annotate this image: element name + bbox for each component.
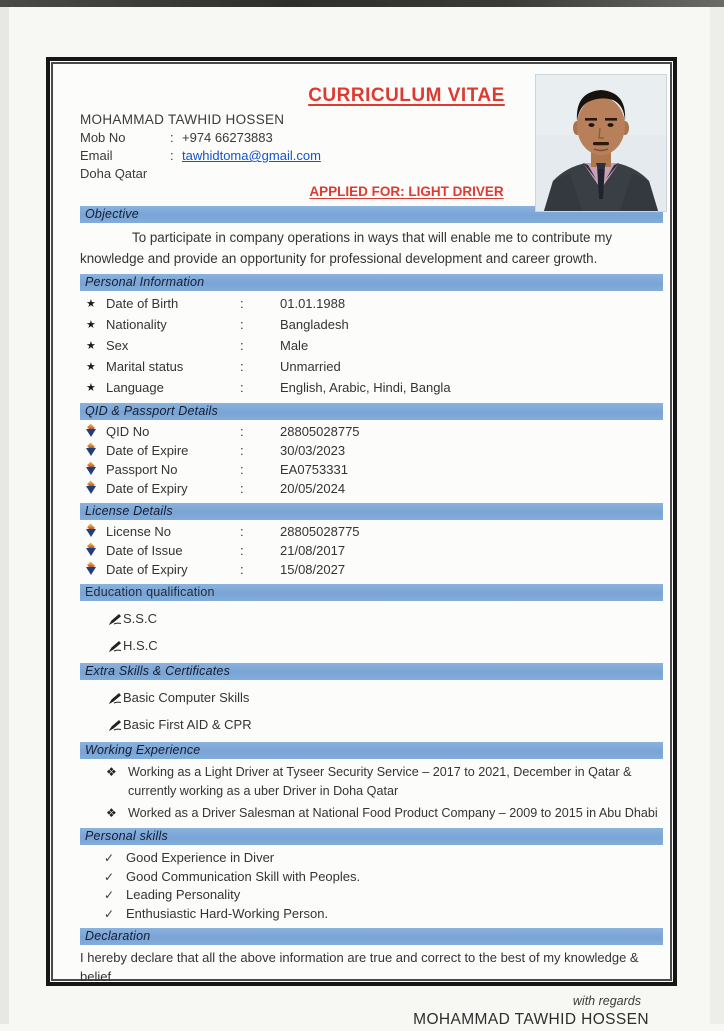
list-item bbox=[80, 804, 663, 823]
table-row bbox=[80, 335, 663, 356]
row-value: English, Arabic, Hindi, Bangla bbox=[280, 380, 451, 395]
email-label: Email bbox=[80, 148, 113, 163]
skill-label: Good Experience in Diver bbox=[126, 850, 275, 865]
page-title: CURRICULUM VITAE bbox=[308, 85, 505, 106]
colon-separator: : bbox=[240, 424, 244, 439]
list-item bbox=[80, 636, 663, 656]
star-icon bbox=[80, 293, 106, 314]
list-item bbox=[80, 849, 663, 868]
regards-text: with regards bbox=[572, 994, 641, 1008]
section-header-personal-information: Personal Information bbox=[80, 274, 663, 291]
extra-skill-label: Basic First AID & CPR bbox=[123, 717, 252, 732]
pin-icon bbox=[86, 525, 96, 537]
row-value: 20/05/2024 bbox=[280, 481, 346, 496]
section-header-declaration: Declaration bbox=[80, 928, 663, 945]
extra-skill-label: Basic Computer Skills bbox=[123, 690, 250, 705]
signature-name: MOHAMMAD TAWHID HOSSEN bbox=[413, 1011, 649, 1028]
personal-skills-list bbox=[80, 849, 663, 923]
cv-page bbox=[46, 57, 677, 1028]
pin-icon bbox=[86, 563, 96, 575]
scanner-edge-top bbox=[0, 0, 724, 7]
row-label: Date of Expiry bbox=[106, 481, 188, 496]
scanner-edge-left bbox=[0, 7, 9, 1024]
colon-separator: : bbox=[170, 148, 174, 163]
row-label: Date of Expiry bbox=[106, 562, 188, 577]
pen-icon bbox=[108, 613, 122, 626]
colon-separator: : bbox=[240, 462, 244, 477]
mobile-label: Mob No bbox=[80, 130, 126, 145]
diamond-icon bbox=[106, 763, 128, 801]
list-item bbox=[80, 688, 663, 708]
list-item bbox=[80, 763, 663, 801]
education-item-label: S.S.C bbox=[123, 611, 157, 626]
colon-separator: : bbox=[240, 543, 244, 558]
diamond-icon bbox=[106, 804, 128, 823]
table-row bbox=[80, 293, 663, 314]
row-label: Marital status bbox=[106, 359, 184, 374]
email-link[interactable]: tawhidtoma@gmail.com bbox=[182, 148, 321, 163]
check-icon bbox=[104, 886, 126, 905]
mobile-value: +974 66273883 bbox=[182, 130, 273, 145]
education-list bbox=[80, 609, 663, 656]
objective-text: To participate in company operations in ways that will enable me to contribute my knowledge and provide an opportunity for professional development and career growth. bbox=[80, 230, 613, 266]
table-row bbox=[80, 314, 663, 335]
pin-icon bbox=[86, 544, 96, 556]
row-label: Date of Expire bbox=[106, 443, 189, 458]
star-icon bbox=[80, 356, 106, 377]
section-header-license: License Details bbox=[80, 503, 663, 520]
row-value: Male bbox=[280, 338, 309, 353]
check-icon bbox=[104, 868, 126, 887]
qid-passport-rows bbox=[80, 422, 663, 498]
skill-label: Leading Personality bbox=[126, 887, 241, 902]
applied-for-label: APPLIED FOR: LIGHT DRIVER bbox=[309, 184, 504, 199]
star-icon bbox=[80, 335, 106, 356]
check-icon bbox=[104, 905, 126, 924]
row-value: EA0753331 bbox=[280, 462, 348, 477]
row-value: 30/03/2023 bbox=[280, 443, 346, 458]
section-header-experience: Working Experience bbox=[80, 742, 663, 759]
portrait-illustration bbox=[536, 75, 666, 211]
list-item bbox=[80, 905, 663, 924]
row-label: Nationality bbox=[106, 317, 167, 332]
table-row bbox=[80, 441, 663, 460]
row-value: 28805028775 bbox=[280, 424, 360, 439]
section-header-personal-skills: Personal skills bbox=[80, 828, 663, 845]
portrait-photo bbox=[536, 75, 666, 211]
pin-icon bbox=[86, 463, 96, 475]
list-item bbox=[80, 715, 663, 735]
colon-separator: : bbox=[240, 524, 244, 539]
skill-label: Enthusiastic Hard-Working Person. bbox=[126, 905, 329, 921]
experience-list bbox=[80, 763, 663, 823]
colon-separator: : bbox=[240, 359, 244, 374]
table-row bbox=[80, 356, 663, 377]
colon-separator: : bbox=[170, 130, 174, 145]
row-value: Unmarried bbox=[280, 359, 341, 374]
table-row bbox=[80, 422, 663, 441]
table-row bbox=[80, 522, 663, 541]
license-rows bbox=[80, 522, 663, 579]
section-header-education: Education qualification bbox=[80, 584, 663, 601]
section-header-qid-passport: QID & Passport Details bbox=[80, 403, 663, 420]
pin-icon bbox=[86, 482, 96, 494]
section-header-extra-skills: Extra Skills & Certificates bbox=[80, 663, 663, 680]
colon-separator: : bbox=[240, 338, 244, 353]
pen-icon bbox=[108, 692, 122, 705]
experience-item-text: Worked as a Driver Salesman at National Food Product Company – 2009 to 2015 in Abu Dhabi bbox=[128, 806, 658, 820]
row-label: Sex bbox=[106, 338, 129, 353]
row-label: Date of Issue bbox=[106, 543, 183, 558]
list-item bbox=[80, 868, 663, 887]
scanner-edge-right bbox=[710, 7, 724, 1024]
star-icon bbox=[80, 377, 106, 398]
candidate-name: MOHAMMAD TAWHID HOSSEN bbox=[80, 112, 285, 127]
city-label: Doha Qatar bbox=[80, 166, 148, 181]
row-value: Bangladesh bbox=[280, 317, 349, 332]
education-item-label: H.S.C bbox=[123, 638, 158, 653]
row-label: Passport No bbox=[106, 462, 178, 477]
row-label: License No bbox=[106, 524, 172, 539]
row-label: Date of Birth bbox=[106, 296, 179, 311]
check-icon bbox=[104, 849, 126, 868]
row-label: Language bbox=[106, 380, 164, 395]
cv-content bbox=[50, 61, 673, 1028]
table-row bbox=[80, 541, 663, 560]
colon-separator: : bbox=[240, 317, 244, 332]
table-row bbox=[80, 377, 663, 398]
list-item bbox=[80, 609, 663, 629]
row-value: 21/08/2017 bbox=[280, 543, 346, 558]
row-label: QID No bbox=[106, 424, 150, 439]
row-value: 15/08/2027 bbox=[280, 562, 346, 577]
personal-info-rows bbox=[80, 293, 663, 398]
table-row bbox=[80, 560, 663, 579]
skill-label: Good Communication Skill with Peoples. bbox=[126, 868, 361, 884]
pin-icon bbox=[86, 425, 96, 437]
row-value: 28805028775 bbox=[280, 524, 360, 539]
star-icon bbox=[80, 314, 106, 335]
pen-icon bbox=[108, 719, 122, 732]
colon-separator: : bbox=[240, 296, 244, 311]
pen-icon bbox=[108, 640, 122, 653]
table-row bbox=[80, 479, 663, 498]
declaration-text: I hereby declare that all the above information are true and correct to the best of my knowledge & belief bbox=[80, 950, 639, 984]
table-row bbox=[80, 460, 663, 479]
row-value: 01.01.1988 bbox=[280, 296, 346, 311]
colon-separator: : bbox=[240, 443, 244, 458]
extra-skills-list bbox=[80, 688, 663, 735]
colon-separator: : bbox=[240, 380, 244, 395]
list-item bbox=[80, 886, 663, 905]
experience-item-text: Working as a Light Driver at Tyseer Security Service – 2017 to 2021, December in Qatar & currently working as a uber Driver in Doha Qatar bbox=[128, 765, 632, 798]
colon-separator: : bbox=[240, 481, 244, 496]
section-header-objective: Objective bbox=[80, 206, 663, 223]
colon-separator: : bbox=[240, 562, 244, 577]
pin-icon bbox=[86, 444, 96, 456]
